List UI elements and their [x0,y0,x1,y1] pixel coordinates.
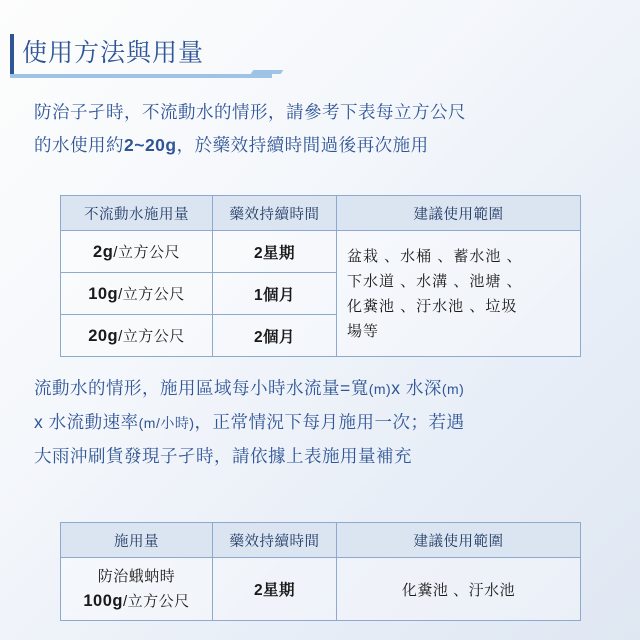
column-header-duration: 藥效持續時間 [213,196,337,231]
paragraph-text: 大雨沖刷貨發現子孑時，請依據上表施用量補充 [34,446,412,466]
cell-amount [61,315,213,357]
column-header-range: 建議使用範圍 [337,523,581,558]
amount-line [65,589,208,614]
amount-value: 2g [93,243,114,261]
amount-unit: /立方公尺 [118,286,185,303]
paragraph-line [34,440,624,473]
dosage-table-still-water [60,195,581,357]
unit-speed: (m/小時) [138,415,195,431]
paragraph-text: 防治子孑時，不流動水的情形，請參考下表每立方公尺 [34,102,466,122]
range-line: 化糞池 、汙水池 、垃圾 [347,297,518,315]
paragraph-text: x 水流動速率 [34,412,139,432]
heading-accent-bar [10,34,14,74]
duration-value: 1個月 [253,286,296,304]
paragraph-line [34,96,614,129]
cell-duration [213,231,337,273]
table-header-row [61,523,581,558]
table-row [61,231,581,273]
dosage-range-highlight: 2~20g [124,135,177,155]
paragraph-line [34,129,614,162]
cell-duration [213,315,337,357]
section-heading [0,34,640,78]
cell-amount [61,231,213,273]
range-line: 場等 [347,322,380,340]
paragraph-text: ，於藥效持續時間過後再次施用 [176,135,429,155]
amount-unit: /立方公尺 [118,328,185,345]
cell-amount [61,558,213,621]
cell-duration [213,273,337,315]
table-header-row [61,196,581,231]
duration-value: 2星期 [253,244,296,262]
cell-usage-range [337,231,581,357]
dosage-table-flowing-water [60,522,581,621]
paragraph-text: ，正常情況下每月施用一次；若遇 [194,412,465,432]
range-line: 盆栽 、水桶 、蓄水池 、 [347,247,523,265]
paragraph-line [34,372,624,406]
paragraph-flowing-water [34,372,624,473]
amount-value: 100g [83,592,123,610]
duration-value: 2星期 [253,582,296,599]
amount-value: 20g [88,327,119,345]
column-header-amount: 施用量 [61,523,213,558]
page-title: 使用方法與用量 [22,39,205,67]
cell-duration [213,558,337,621]
column-header-duration: 藥效持續時間 [213,523,337,558]
paragraph-text: 流動水的情形，施用區域每小時水流量=寬 [34,378,369,398]
paragraph-line [34,406,624,440]
column-header-amount: 不流動水施用量 [61,196,213,231]
unit-meter: (m) [441,381,465,397]
cell-amount [61,273,213,315]
range-line: 下水道 、水溝 、池塘 、 [347,272,523,290]
paragraph-still-water [34,96,614,162]
cell-usage-range: 化糞池 、汙水池 [337,558,581,621]
duration-value: 2個月 [253,328,296,346]
table-row [61,558,581,621]
heading-underline-tail [251,70,284,74]
heading-underline [10,74,272,78]
amount-value: 10g [88,285,119,303]
amount-unit: /立方公尺 [113,244,180,261]
unit-meter: (m) [368,381,392,397]
column-header-range: 建議使用範圍 [337,196,581,231]
paragraph-text: x 水深 [391,378,442,398]
amount-note: 防治蛾蚋時 [97,568,176,585]
paragraph-text: 的水使用約 [34,135,124,155]
amount-unit: /立方公尺 [122,593,190,610]
